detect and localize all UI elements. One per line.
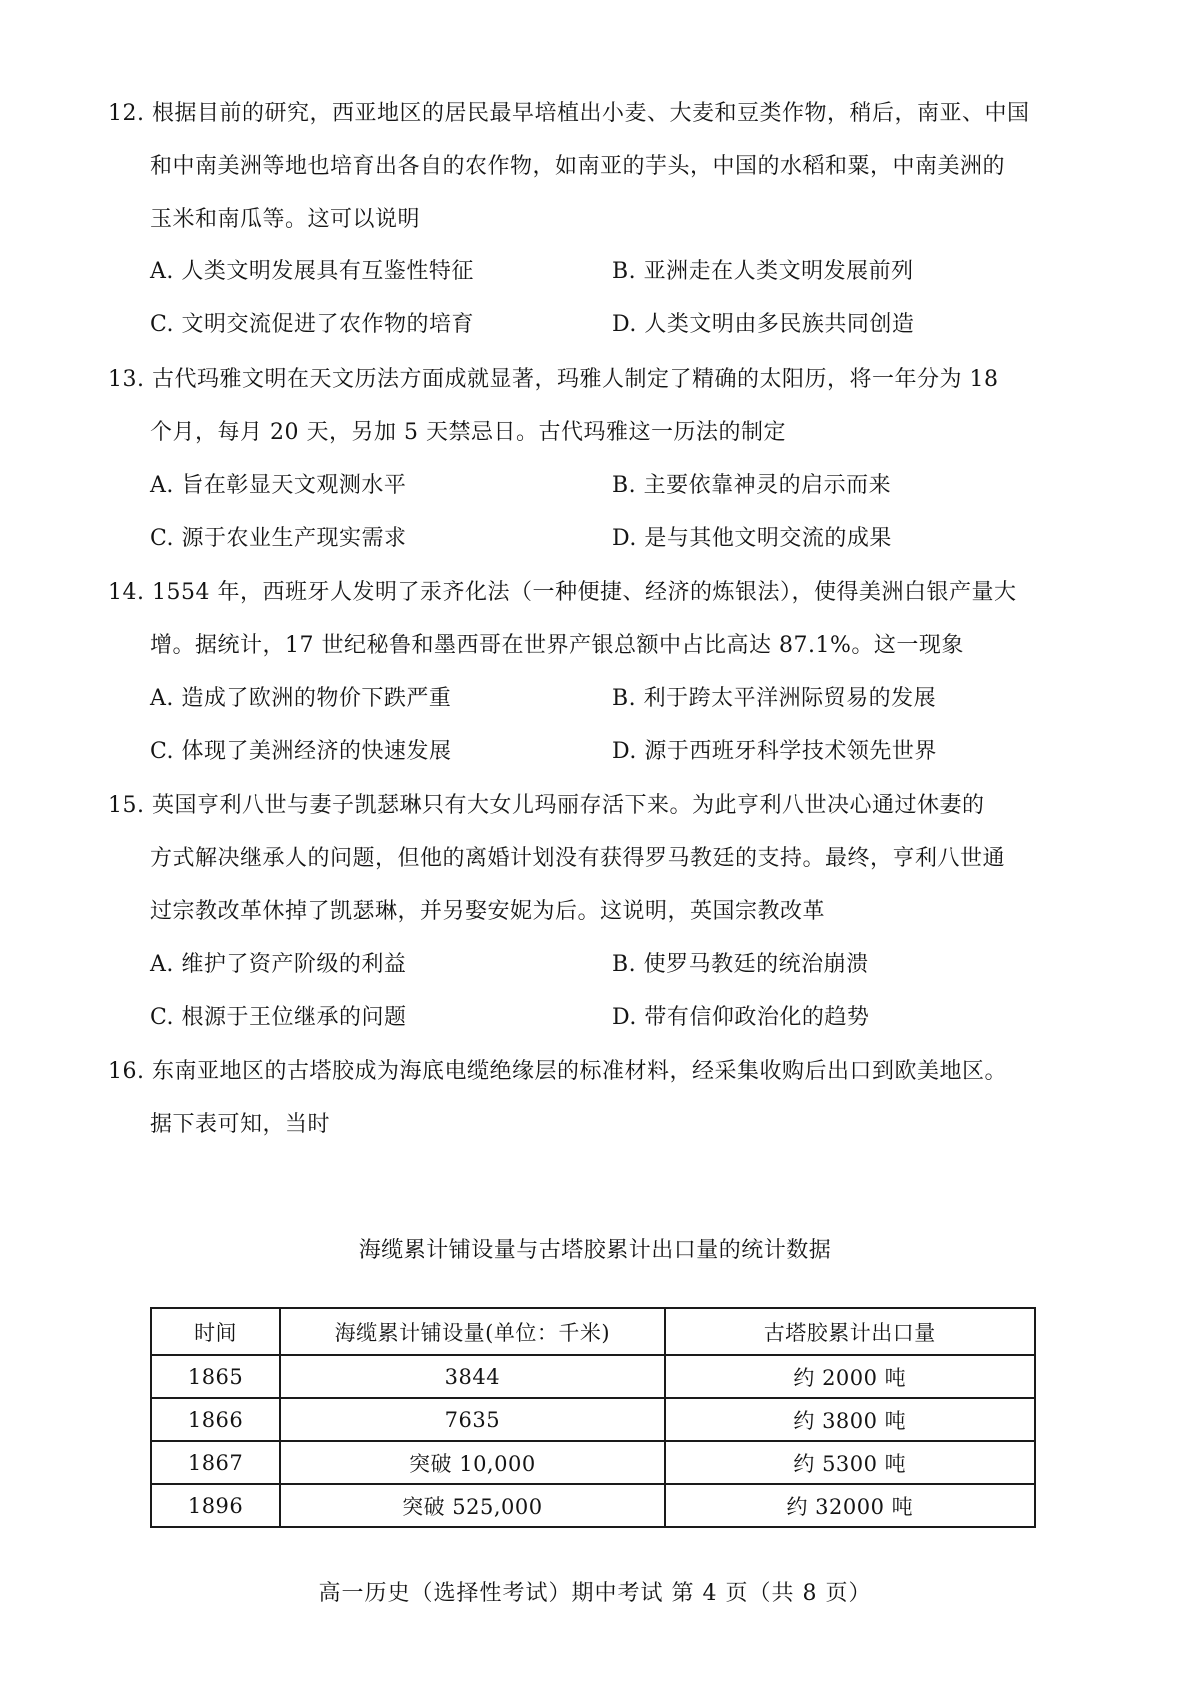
question-14-line-1: 14. 1554 年，西班牙人发明了汞齐化法（一种便捷、经济的炼银法），使得美洲白银产量大 [108,580,1017,605]
page-footer: 高一历史（选择性考试）期中考试 第 4 页（共 8 页） [318,1581,872,1606]
question-15-option-d: D. 带有信仰政治化的趋势 [612,1005,870,1030]
table-row [151,1398,1035,1441]
table-row [151,1355,1035,1398]
question-15-line-3: 过宗教改革休掉了凯瑟琳，并另娶安妮为后。这说明，英国宗教改革 [150,899,826,924]
question-13-option-a: A. 旨在彰显天文观测水平 [150,473,407,498]
question-15-option-b: B. 使罗马教廷的统治崩溃 [612,952,869,977]
question-15-line-1: 15. 英国亨利八世与妻子凯瑟琳只有大女儿玛丽存活下来。为此亨利八世决心通过休妻的 [108,793,985,818]
table-row [151,1484,1035,1527]
table-header-cable-length: 海缆累计铺设量(单位：千米) [280,1308,664,1355]
question-12-line-2: 和中南美洲等地也培育出各自的农作物，如南亚的芋头，中国的水稻和粟，中南美洲的 [150,154,1006,179]
question-12-option-a: A. 人类文明发展具有互鉴性特征 [150,259,474,284]
question-12-option-b: B. 亚洲走在人类文明发展前列 [612,259,914,284]
table-cell-year: 1867 [151,1441,280,1484]
question-14-option-d: D. 源于西班牙科学技术领先世界 [612,739,937,764]
table-header-time: 时间 [151,1308,280,1355]
table-header-gutta-percha-export: 古塔胶累计出口量 [665,1308,1035,1355]
question-13-line-1: 13. 古代玛雅文明在天文历法方面成就显著，玛雅人制定了精确的太阳历，将一年分为 18 [108,367,999,392]
question-16-line-1: 16. 东南亚地区的古塔胶成为海底电缆绝缘层的标准材料，经采集收购后出口到欧美地区。 [108,1059,1007,1084]
question-15-option-c: C. 根源于王位继承的问题 [150,1005,407,1030]
table-cell-year: 1865 [151,1355,280,1398]
question-13-option-c: C. 源于农业生产现实需求 [150,526,407,551]
question-13-option-d: D. 是与其他文明交流的成果 [612,526,892,551]
question-15-line-2: 方式解决继承人的问题，但他的离婚计划没有获得罗马教廷的支持。最终，亨利八世通 [150,846,1006,871]
statistics-table [150,1307,1036,1528]
table-row [151,1441,1035,1484]
question-14-option-a: A. 造成了欧洲的物价下跌严重 [150,686,452,711]
table-cell-year: 1866 [151,1398,280,1441]
table-cell-export: 约 2000 吨 [665,1355,1035,1398]
table-cell-year: 1896 [151,1484,280,1527]
question-15-option-a: A. 维护了资产阶级的利益 [150,952,407,977]
table-cell-cable-length: 突破 10,000 [280,1441,664,1484]
table-cell-export: 约 5300 吨 [665,1441,1035,1484]
table-cell-export: 约 32000 吨 [665,1484,1035,1527]
question-12-option-d: D. 人类文明由多民族共同创造 [612,312,915,337]
question-16-line-2: 据下表可知，当时 [150,1112,331,1137]
table-header-row [151,1308,1035,1355]
question-12-line-3: 玉米和南瓜等。这可以说明 [150,207,421,232]
table-cell-export: 约 3800 吨 [665,1398,1035,1441]
question-13-line-2: 个月，每月 20 天，另加 5 天禁忌日。古代玛雅这一历法的制定 [150,420,786,445]
question-14-option-b: B. 利于跨太平洋洲际贸易的发展 [612,686,937,711]
table-cell-cable-length: 7635 [280,1398,664,1441]
question-13-option-b: B. 主要依靠神灵的启示而来 [612,473,892,498]
question-12-option-c: C. 文明交流促进了农作物的培育 [150,312,475,337]
question-12-line-1: 12. 根据目前的研究，西亚地区的居民最早培植出小麦、大麦和豆类作物，稍后，南亚、中国 [108,101,1030,126]
table-title: 海缆累计铺设量与古塔胶累计出口量的统计数据 [358,1238,832,1263]
question-14-option-c: C. 体现了美洲经济的快速发展 [150,739,452,764]
table-cell-cable-length: 突破 525,000 [280,1484,664,1527]
table-cell-cable-length: 3844 [280,1355,664,1398]
question-14-line-2: 增。据统计，17 世纪秘鲁和墨西哥在世界产银总额中占比高达 87.1%。这一现象 [150,633,964,658]
